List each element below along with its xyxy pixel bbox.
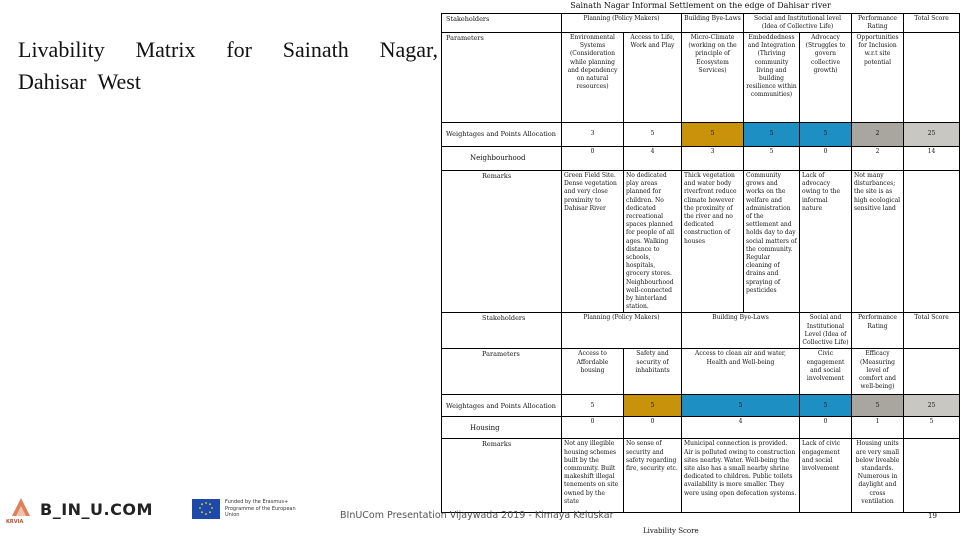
- livability-matrix: [441, 2, 959, 536]
- weight-env: 3: [562, 122, 624, 146]
- neighbourhood-label: Neighbourhood: [442, 146, 562, 170]
- stakeholder-performance-1: Performance Rating: [852, 13, 904, 32]
- remark-access: No dedicated play areas planned for children. No dedicated recreational spaces planned for people of all ages. Walking distance to schools, hospitals, grocery stores. Neighbourhood well-connected by hinterland station.: [624, 170, 682, 312]
- matrix-table: [441, 2, 960, 513]
- param-efficacy: Efficacy (Measuring level of comfort and well-being): [852, 349, 904, 395]
- parameters-label-2: Parameters: [442, 349, 562, 395]
- total-score-label-1: Total Score: [904, 13, 960, 32]
- housing-score-civic: 0: [800, 417, 852, 439]
- param-access: Access to Life, Work and Play: [624, 32, 682, 122]
- weight2-affordable: 5: [562, 395, 624, 417]
- weight-total: 25: [904, 122, 960, 146]
- nb-score-opportunities: 2: [852, 146, 904, 170]
- param-embeddedness: Embeddedness and Integration (Thriving community living and building resilience within communities): [744, 32, 800, 122]
- param-microclimate: Micro-Climate (working on the principle of Ecosystem Services): [682, 32, 744, 122]
- stakeholder-social-2: Social and Institutional Level (Idea of Collective Life): [800, 313, 852, 349]
- total-score-label-2: Total Score: [904, 313, 960, 349]
- presentation-footer: BInUCom Presentation Vijaywada 2019 - Kimaya Keluskar: [340, 510, 614, 521]
- remark-micro: Thick vegetation and water body riverfront reduce climate however the proximity of the river and no dedicated construction of houses: [682, 170, 744, 312]
- remark-env: Green Field Site. Dense vegetation and very close proximity to Dahisar River: [562, 170, 624, 312]
- param-opportunities: Opportunities for Inclusion w.r.t site potential: [852, 32, 904, 122]
- weight2-clean-air: 5: [682, 395, 800, 417]
- housing-score-clean-air: 4: [682, 417, 800, 439]
- stakeholder-performance-2: Performance Rating: [852, 313, 904, 349]
- weight-micro: 5: [682, 122, 744, 146]
- param-affordable: Access to Affordable housing: [562, 349, 624, 395]
- remarks-label-1: Remarks: [442, 170, 562, 312]
- weight-access: 5: [624, 122, 682, 146]
- housing-label: Housing: [442, 417, 562, 439]
- weight-advocacy: 5: [800, 122, 852, 146]
- nb-score-embed: 5: [744, 146, 800, 170]
- param-advocacy: Advocacy (Struggles to govern collective growth): [800, 32, 852, 122]
- remark-safety: No sense of security and safety regarding fire, security etc.: [624, 439, 682, 513]
- stakeholder-building-1: Building Bye-Laws: [682, 13, 744, 32]
- weightages-label-2: Weightages and Points Allocation: [442, 395, 562, 417]
- eu-funding-text: Funded by the Erasmus+ Programme of the European Union: [225, 499, 296, 518]
- remark-efficacy: Housing units are very small below liveable standards. Numerous in daylight and cross ventilation: [852, 439, 904, 513]
- weight2-safety: 5: [624, 395, 682, 417]
- remark-affordable: Not any illegible housing schemes built by the community. Built makeshift illegal tenements on site owned by the state: [562, 439, 624, 513]
- stakeholder-planning-2: Planning (Policy Makers): [562, 313, 682, 349]
- weight2-civic: 5: [800, 395, 852, 417]
- nb-score-total: 14: [904, 146, 960, 170]
- stakeholders-label-1: Stakeholders: [442, 13, 562, 32]
- page-number: 19: [928, 512, 937, 520]
- parameters-label-1: Parameters: [442, 32, 562, 122]
- table-title: Sainath Nagar Informal Settlement on the edge of Dahisar river: [442, 2, 960, 13]
- weightages-label-1: Weightages and Points Allocation: [442, 122, 562, 146]
- nb-score-access: 4: [624, 146, 682, 170]
- remark-advocacy: Lack of advocacy owing to the informal nature: [800, 170, 852, 312]
- param-safety: Safety and security of inhabitants: [624, 349, 682, 395]
- nb-score-micro: 3: [682, 146, 744, 170]
- weight2-total: 25: [904, 395, 960, 417]
- eu-flag-icon: [192, 499, 220, 519]
- stakeholders-label-2: Stakeholders: [442, 313, 562, 349]
- remark-clean-air: Municipal connection is provided. Air is polluted owing to construction sites nearby. Water. Well-being the site also has a small nearby shrine dedicated to children. Public toilets availability is more smaller. They were using open defecation systems.: [682, 439, 800, 513]
- remark-opportunities: Not many disturbances; the site is as high ecological sensitive land: [852, 170, 904, 312]
- stakeholder-building-2: Building Bye-Laws: [682, 313, 800, 349]
- weight2-efficacy: 5: [852, 395, 904, 417]
- nb-score-advocacy: 0: [800, 146, 852, 170]
- housing-score-affordable: 0: [562, 417, 624, 439]
- param-civic: Civic engagement and social involvement: [800, 349, 852, 395]
- stakeholder-planning-1: Planning (Policy Makers): [562, 13, 682, 32]
- slide-title: Livability Matrix for Sainath Nagar, Dahisar West: [18, 37, 438, 94]
- weight-opportunities: 2: [852, 122, 904, 146]
- livability-score-label: Livability Score: [643, 527, 699, 535]
- nb-score-env: 0: [562, 146, 624, 170]
- remark-civic: Lack of civic engagement and social involvement: [800, 439, 852, 513]
- weight-embed: 5: [744, 122, 800, 146]
- krvia-label: KRVIA: [6, 519, 24, 525]
- housing-score-safety: 0: [624, 417, 682, 439]
- housing-score-efficacy: 1: [852, 417, 904, 439]
- param-environmental: Environmental Systems (Consideration while planning and dependency on natural resources): [562, 32, 624, 122]
- housing-score-total: 5: [904, 417, 960, 439]
- remarks-label-2: Remarks: [442, 439, 562, 513]
- remark-embed: Community grows and works on the welfare and administration of the settlement and holds day to day social matters of the community. Regular cleaning of drains and spraying of pesticides: [744, 170, 800, 312]
- binucom-logo: B_IN_U.COM: [40, 500, 153, 519]
- stakeholder-social-1: Social and Institutional level (Idea of Collective Life): [744, 13, 852, 32]
- param-clean-air: Access to clean air and water, Health and Well-being: [682, 349, 800, 395]
